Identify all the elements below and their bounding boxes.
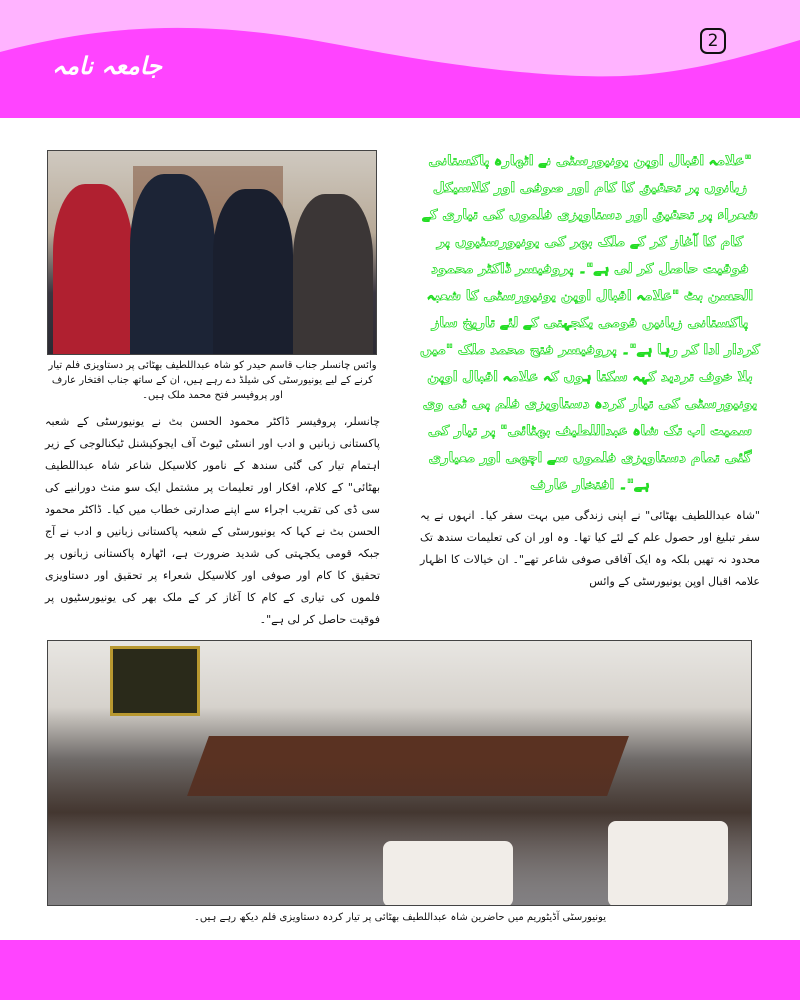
article-line: دستاویزی فلموں کی تیاری کے کام کا آغاز کر کے ملک بھر کی یونیورسٹیوں پر فوقیت حاصل [45, 569, 380, 626]
article-line: شاعر شاہ عبداللطیف بھٹائی" کے کلام، افکار اور تعلیمات پر مشتمل ایک سو منٹ دورانیے [45, 459, 381, 494]
caption-line: وائس چانسلر جناب قاسم حیدر کو شاہ عبداللطیف بھٹائی پر دستاویزی فلم تیار کرنے کے لیے یونیورسٹی [48, 360, 377, 386]
shield-presentation-photo [47, 150, 377, 355]
auditorium-photo [47, 640, 752, 906]
article-line: کی سی ڈی کی تقریب اجراء سے اپنے صدارتی خطاب میں کیا۔ ڈاکٹر محمود الحسن بٹ نے کہا [45, 481, 380, 538]
article-left-column [45, 411, 380, 631]
quote-line: کے لئے تاریخ ساز کردار ادا کر رہا ہے"۔ پروفیسر فتح محمد ملک [431, 315, 760, 358]
quote-line: "علامہ اقبال اوپن یونیورسٹی نے اٹھارہ پاکستانی زبانوں پر [428, 153, 752, 196]
quote-line: "علامہ اقبال اوپن یونیورسٹی کا شعبہ پاکستانی زبانیں قومی یکجہتی [426, 288, 749, 331]
photo2-caption [100, 910, 700, 925]
article-line: اور حصول علم کے لئے کیا تھا۔ وہ اور ان کی تعلیمات سندھ تک محدود نہ تھیں بلکہ وہ ایک [420, 531, 760, 566]
quote-line: اچھی اور معیاری ہے"۔ افتخار عارف [428, 450, 650, 493]
quote-line: کی تیار کردہ دستاویزی فلم پی ٹی وی سمیت اب تک شاہ [422, 396, 753, 439]
page-number: 2 [700, 28, 726, 54]
caption-line: یونیورسٹی آڈیٹوریم میں حاضرین شاہ عبداللطیف بھٹائی پر تیار کردہ دستاویزی فلم دیکھ رہے [219, 912, 607, 923]
article-line: ہے، اٹھارہ پاکستانی زبانوں پر تحقیق کا کام اور صوفی اور کلاسیکل شعراء پر تحقیق اور [45, 547, 380, 582]
photo1-caption [45, 358, 380, 403]
article-line: کہ یونیورسٹی کے شعبہ پاکستانی زبانیں و ادب نے آج جبکہ قومی یکجہتی کی شدید ضرورت [45, 525, 380, 560]
page-header [0, 0, 800, 118]
quote-line: عبداللطیف بھٹائی" پر تیار کی گئی تمام دستاویزی فلموں سے [427, 423, 752, 466]
masthead-logo: جامعہ نامہ [52, 52, 162, 80]
projection-screen [110, 646, 200, 716]
article-line: آفاقی صوفی شاعر تھے"۔ ان خیالات کا اظہار علامہ اقبال اوپن یونیورسٹی کے وائس [420, 553, 760, 588]
left-column [45, 358, 380, 631]
caption-line: کی شیلڈ دے رہے ہیں، ان کے ساتھ جناب افتخار عارف اور پروفیسر فتح محمد ملک ہیں۔ [51, 375, 283, 401]
quote-line: فوقیت حاصل کر لی ہے"۔ پروفیسر ڈاکٹر محمود الحسن بٹ [431, 261, 754, 304]
quote-line: فلموں کی تیاری کے کام کا آغاز کر کے ملک بھر کی یونیورسٹیوں پر [421, 207, 744, 250]
article-line: چانسلر، پروفیسر ڈاکٹر محمود الحسن بٹ نے یونیورسٹی کے شعبہ پاکستانی زبانیں و ادب اور [45, 415, 380, 450]
page-footer [0, 940, 800, 1000]
article-line: کر لی ہے"۔ [259, 613, 315, 626]
right-column [420, 148, 760, 593]
caption-line: ہیں۔ [193, 912, 217, 923]
article-right-column [420, 505, 760, 593]
pull-quotes [420, 148, 760, 499]
article-line: انسٹی ٹیوٹ آف ایجوکیشنل ٹیکنالوجی کے زیر اہتمام تیار کی گئی سندھ کے نامور کلاسیکل [45, 437, 380, 472]
quote-line: "میں بلا خوف تردید کہہ سکتا ہوں کہ علامہ اقبال اوپن یونیورسٹی [420, 342, 758, 412]
quote-line: تحقیق کا کام اور صوفی اور کلاسیکل شعراء پر تحقیق اور دستاویزی [432, 180, 759, 223]
article-line: "شاہ عبداللطیف بھٹائی" نے اپنی زندگی میں بہت سفر کیا۔ انہوں نے یہ سفر تبلیغ [420, 509, 760, 544]
